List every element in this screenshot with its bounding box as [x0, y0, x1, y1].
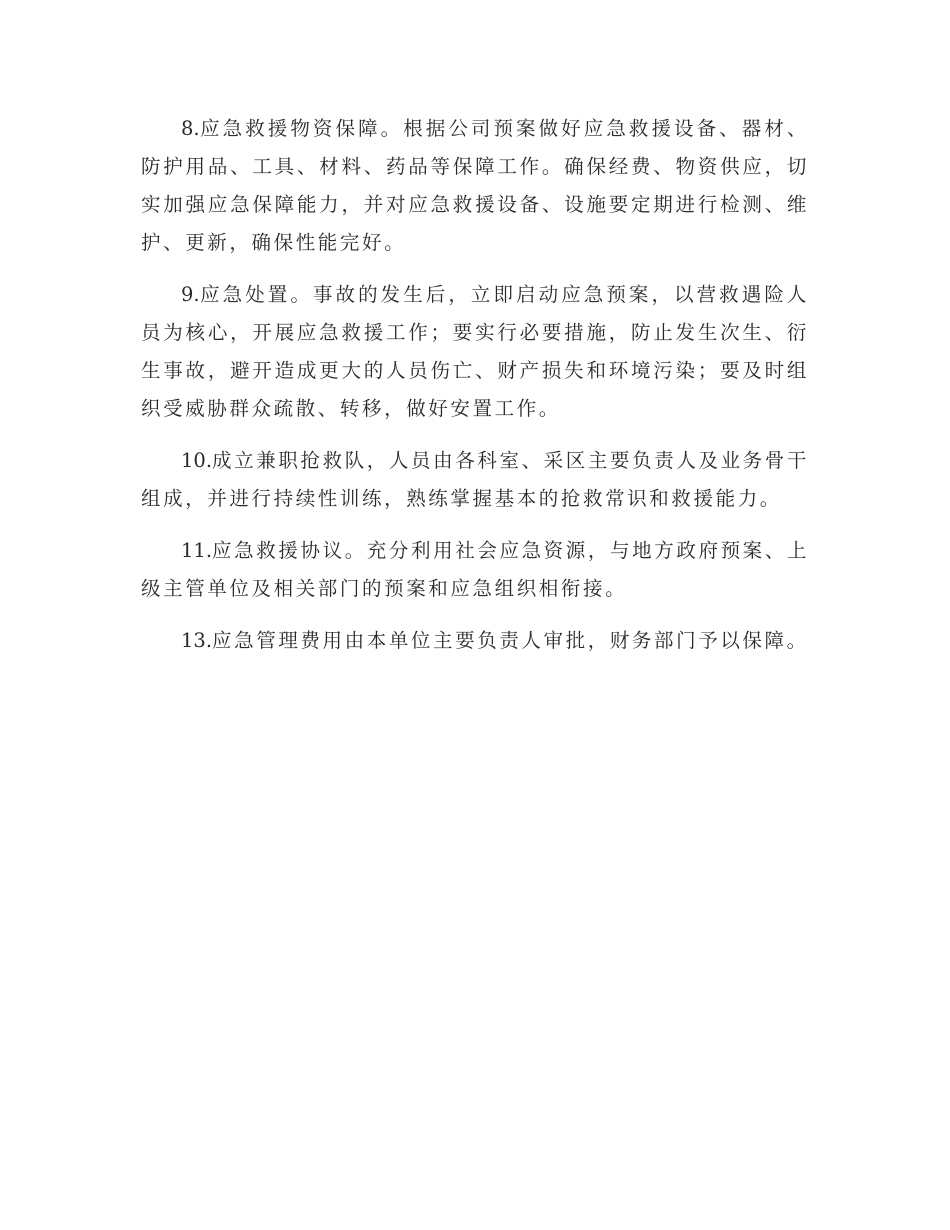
paragraph-number: 13.: [181, 629, 213, 652]
paragraph-text: 应急管理费用由本单位主要负责人审批，财务部门予以保障。: [212, 629, 809, 652]
paragraph-text: 应急处置。事故的发生后，立即启动应急预案，以营救遇险人员为核心，开展应急救援工作；要实行必要措施，防止发生次生、衍生事故，避开造成更大的人员伤亡、财产损失和环境污染；要及时组织受威胁群众疏散、转移，做好安置工作。: [141, 283, 809, 420]
paragraph-item-9: [141, 276, 809, 428]
paragraph-item-10: [141, 442, 809, 518]
paragraph-number: 10.: [181, 449, 213, 472]
paragraph-number: 11.: [181, 539, 213, 562]
paragraph-item-8: [141, 110, 809, 262]
document-body: [141, 110, 809, 674]
paragraph-text: 应急救援物资保障。根据公司预案做好应急救援设备、器材、防护用品、工具、材料、药品等保障工作。确保经费、物资供应，切实加强应急保障能力，并对应急救援设备、设施要定期进行检测、维护、更新，确保性能完好。: [141, 117, 809, 254]
paragraph-item-11: [141, 532, 809, 608]
paragraph-number: 9.: [181, 283, 200, 306]
paragraph-text: 应急救援协议。充分利用社会应急资源，与地方政府预案、上级主管单位及相关部门的预案和应急组织相衔接。: [141, 539, 809, 600]
paragraph-item-13: [141, 622, 809, 660]
paragraph-text: 成立兼职抢救队，人员由各科室、采区主要负责人及业务骨干组成，并进行持续性训练，熟练掌握基本的抢救常识和救援能力。: [141, 449, 809, 510]
paragraph-number: 8.: [181, 117, 200, 140]
